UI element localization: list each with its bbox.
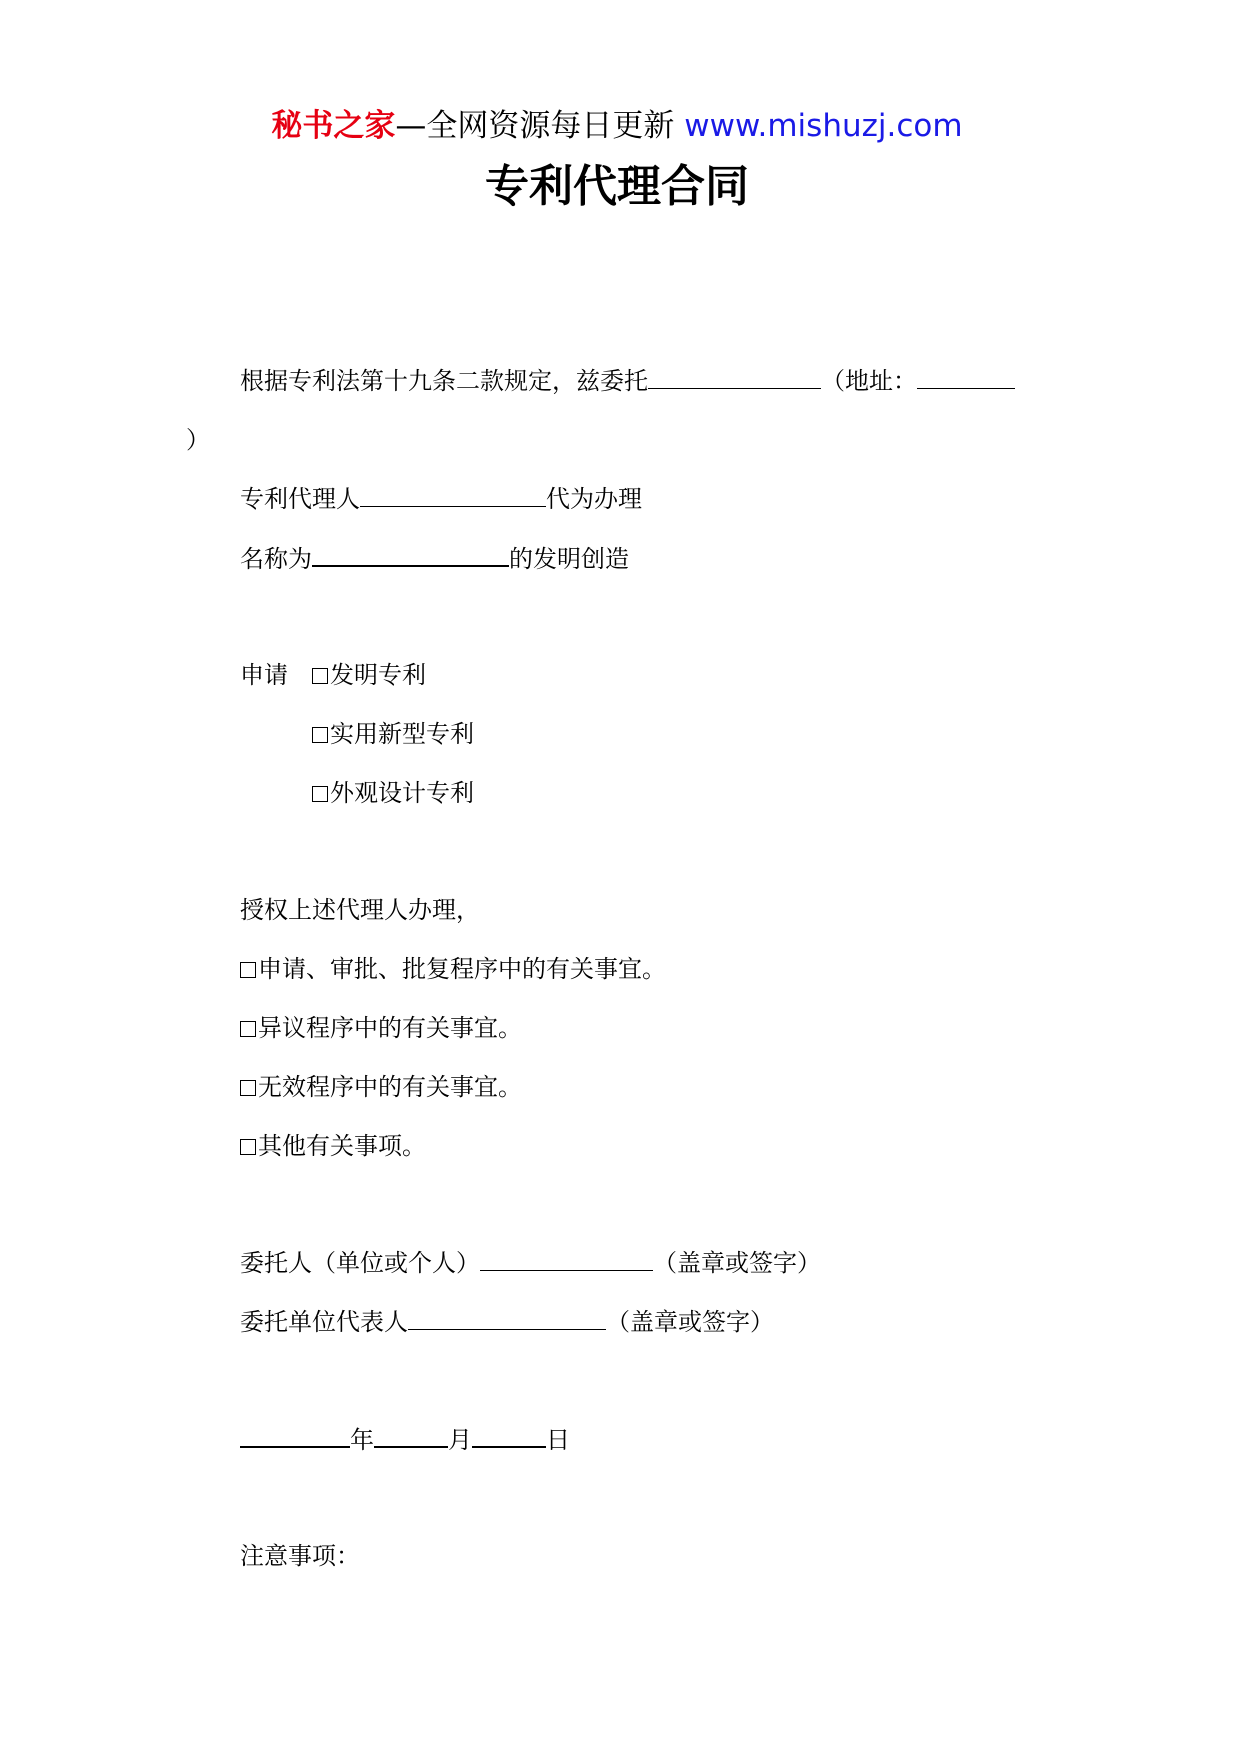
- checkbox-opposition[interactable]: [240, 1021, 256, 1037]
- authorize-item-label: 申请、审批、批复程序中的有关事宜。: [258, 955, 666, 983]
- authorize-item-label: 异议程序中的有关事宜。: [258, 1014, 522, 1042]
- agent-blank[interactable]: [360, 484, 546, 507]
- principal-suffix: （盖章或签字）: [653, 1249, 821, 1277]
- option-label: 外观设计专利: [330, 779, 474, 807]
- authorize-heading: 授权上述代理人办理，: [240, 896, 480, 924]
- invention-name-blank[interactable]: [312, 543, 509, 567]
- authorize-item[interactable]: [240, 1013, 522, 1043]
- day-blank[interactable]: [472, 1424, 546, 1448]
- option-label: 发明专利: [330, 661, 426, 689]
- day-label: 日: [546, 1426, 570, 1454]
- apply-option[interactable]: [312, 660, 426, 690]
- date-line: [240, 1424, 570, 1455]
- authorize-item[interactable]: [240, 954, 666, 984]
- address-label: （地址：: [821, 367, 917, 395]
- authorize-item[interactable]: [240, 1131, 426, 1161]
- principal-signature-blank[interactable]: [480, 1248, 653, 1271]
- month-blank[interactable]: [374, 1424, 448, 1448]
- checkbox-other-matters[interactable]: [240, 1139, 256, 1155]
- checkbox-invalidation[interactable]: [240, 1080, 256, 1096]
- authorize-item[interactable]: [240, 1072, 522, 1102]
- agent-line: [240, 484, 642, 514]
- invention-suffix: 的发明创造: [509, 545, 629, 573]
- checkbox-examination[interactable]: [240, 962, 256, 978]
- site-url[interactable]: www.mishuzj.com: [684, 108, 963, 144]
- intro-close-line: [186, 425, 210, 455]
- principal-blank[interactable]: [648, 366, 821, 389]
- checkbox-utility-model[interactable]: [312, 727, 328, 743]
- representative-suffix: （盖章或签字）: [606, 1308, 774, 1336]
- option-label: 实用新型专利: [330, 720, 474, 748]
- authorize-item-label: 其他有关事项。: [258, 1132, 426, 1160]
- representative-label: 委托单位代表人: [240, 1308, 408, 1336]
- apply-label: 申请: [240, 661, 288, 689]
- address-blank[interactable]: [917, 366, 1015, 389]
- checkbox-invention-patent[interactable]: [312, 668, 328, 684]
- notes-heading: 注意事项：: [240, 1542, 360, 1570]
- invention-prefix: 名称为: [240, 545, 312, 573]
- intro-text: 根据专利法第十九条二款规定，兹委托: [240, 367, 648, 395]
- representative-signature-blank[interactable]: [408, 1307, 606, 1330]
- header-slogan: —全网资源每日更新: [395, 108, 685, 144]
- agent-prefix: 专利代理人: [240, 485, 360, 513]
- intro-line: [240, 366, 1015, 396]
- checkbox-design-patent[interactable]: [312, 786, 328, 802]
- year-blank[interactable]: [240, 1424, 350, 1448]
- month-label: 月: [448, 1426, 472, 1454]
- principal-signature-line: [240, 1248, 821, 1278]
- agent-suffix: 代为办理: [546, 485, 642, 513]
- year-label: 年: [350, 1426, 374, 1454]
- apply-option[interactable]: [312, 719, 474, 749]
- close-paren: ）: [186, 426, 210, 454]
- document-title: 专利代理合同: [485, 161, 749, 212]
- apply-option[interactable]: [312, 778, 474, 808]
- principal-label: 委托人（单位或个人）: [240, 1249, 480, 1277]
- representative-signature-line: [240, 1307, 774, 1337]
- authorize-item-label: 无效程序中的有关事宜。: [258, 1073, 522, 1101]
- site-header: [0, 100, 1234, 145]
- apply-line: [240, 660, 288, 690]
- invention-line: [240, 543, 629, 574]
- brand-name: 秘书之家: [271, 108, 396, 144]
